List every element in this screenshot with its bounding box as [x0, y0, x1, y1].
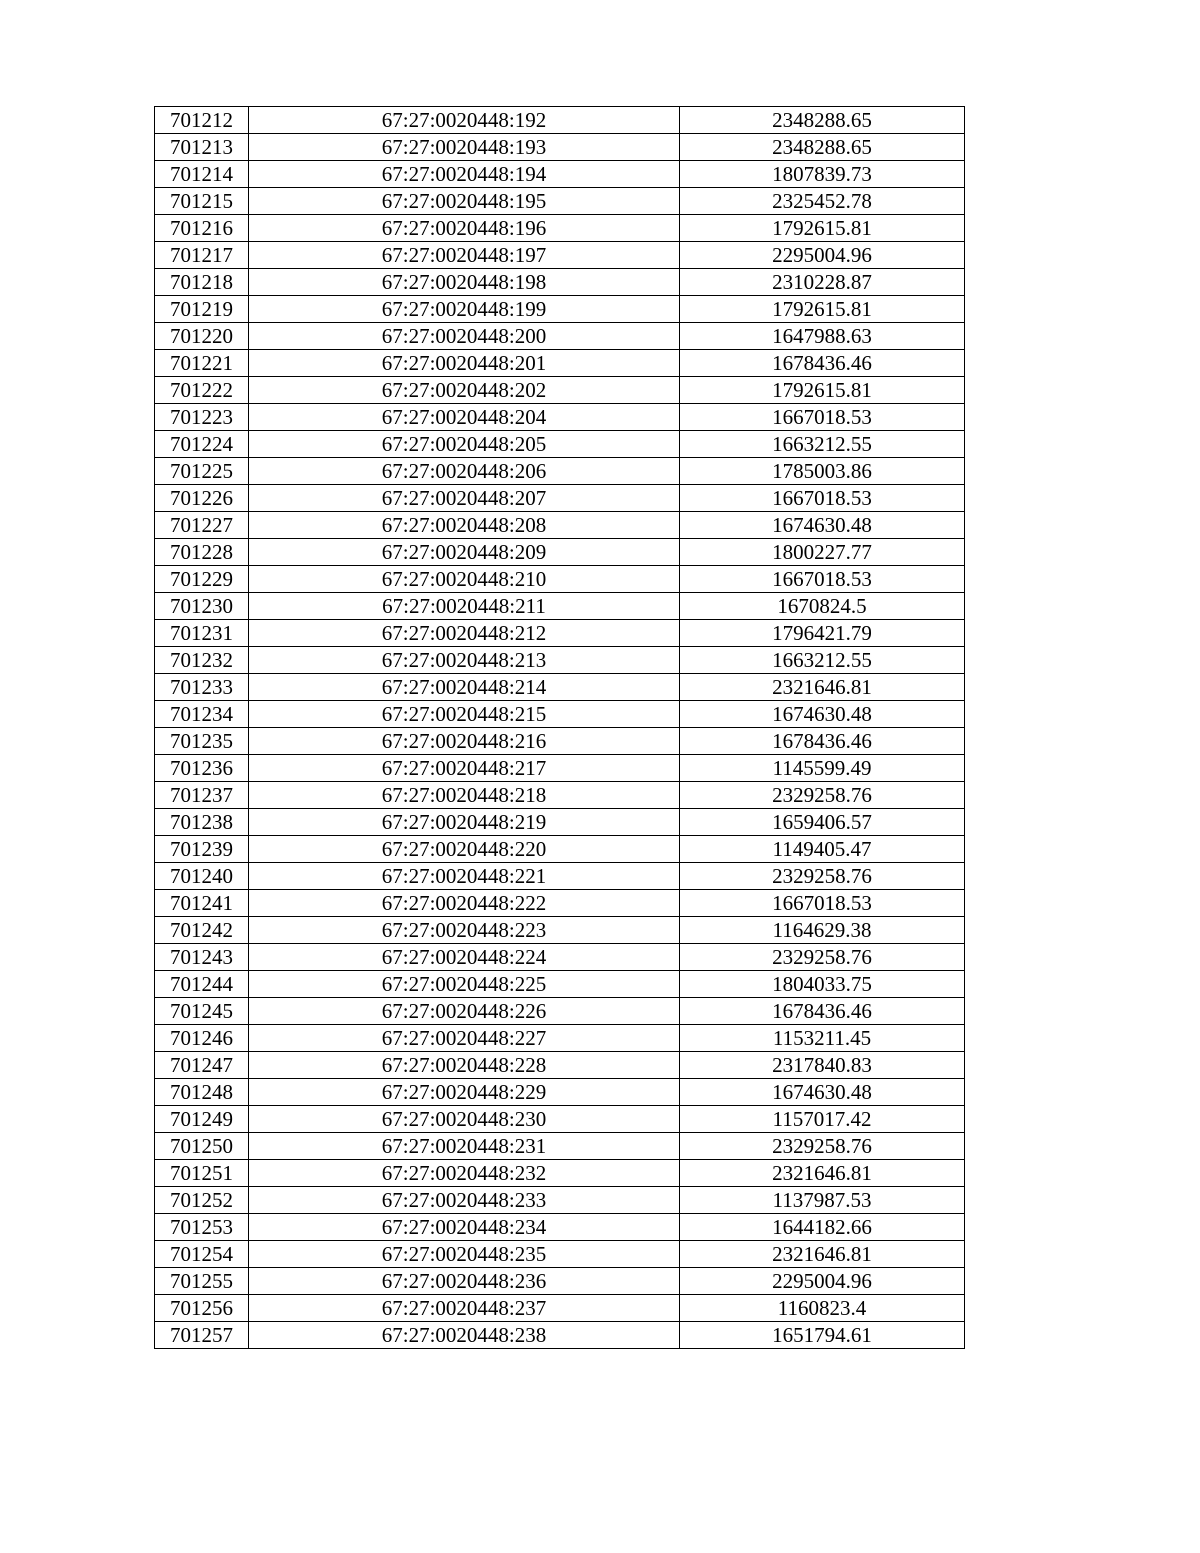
cadastral-number-cell: 67:27:0020448:226 [249, 998, 680, 1025]
table-row [155, 782, 965, 809]
cadastral-number-cell: 67:27:0020448:220 [249, 836, 680, 863]
table-row [155, 701, 965, 728]
value-cell: 1792615.81 [680, 215, 965, 242]
cadastral-number-cell: 67:27:0020448:211 [249, 593, 680, 620]
table-row [155, 998, 965, 1025]
table-row [155, 269, 965, 296]
cadastral-number-cell: 67:27:0020448:236 [249, 1268, 680, 1295]
row-id-cell: 701238 [155, 809, 249, 836]
table-row [155, 431, 965, 458]
cadastral-number-cell: 67:27:0020448:235 [249, 1241, 680, 1268]
cadastral-number-cell: 67:27:0020448:219 [249, 809, 680, 836]
row-id-cell: 701227 [155, 512, 249, 539]
table-row [155, 1160, 965, 1187]
cadastral-number-cell: 67:27:0020448:202 [249, 377, 680, 404]
value-cell: 2295004.96 [680, 242, 965, 269]
table-row [155, 485, 965, 512]
cadastral-number-cell: 67:27:0020448:209 [249, 539, 680, 566]
table-row [155, 836, 965, 863]
cadastral-number-cell: 67:27:0020448:200 [249, 323, 680, 350]
cadastral-number-cell: 67:27:0020448:214 [249, 674, 680, 701]
value-cell: 1792615.81 [680, 377, 965, 404]
cadastral-number-cell: 67:27:0020448:204 [249, 404, 680, 431]
value-cell: 2310228.87 [680, 269, 965, 296]
value-cell: 2317840.83 [680, 1052, 965, 1079]
row-id-cell: 701223 [155, 404, 249, 431]
value-cell: 1674630.48 [680, 1079, 965, 1106]
table-row [155, 809, 965, 836]
table-row [155, 1079, 965, 1106]
value-cell: 2329258.76 [680, 863, 965, 890]
cadastral-number-cell: 67:27:0020448:234 [249, 1214, 680, 1241]
value-cell: 2329258.76 [680, 1133, 965, 1160]
row-id-cell: 701222 [155, 377, 249, 404]
row-id-cell: 701228 [155, 539, 249, 566]
value-cell: 1792615.81 [680, 296, 965, 323]
value-cell: 1804033.75 [680, 971, 965, 998]
cadastral-number-cell: 67:27:0020448:231 [249, 1133, 680, 1160]
row-id-cell: 701253 [155, 1214, 249, 1241]
value-cell: 1663212.55 [680, 647, 965, 674]
row-id-cell: 701244 [155, 971, 249, 998]
cadastral-number-cell: 67:27:0020448:232 [249, 1160, 680, 1187]
cadastral-number-cell: 67:27:0020448:225 [249, 971, 680, 998]
row-id-cell: 701255 [155, 1268, 249, 1295]
value-cell: 1160823.4 [680, 1295, 965, 1322]
table-row [155, 512, 965, 539]
value-cell: 1651794.61 [680, 1322, 965, 1349]
cadastral-number-cell: 67:27:0020448:223 [249, 917, 680, 944]
value-cell: 2329258.76 [680, 782, 965, 809]
cadastral-number-cell: 67:27:0020448:206 [249, 458, 680, 485]
row-id-cell: 701221 [155, 350, 249, 377]
row-id-cell: 701236 [155, 755, 249, 782]
row-id-cell: 701243 [155, 944, 249, 971]
table-row [155, 728, 965, 755]
cadastral-number-cell: 67:27:0020448:199 [249, 296, 680, 323]
row-id-cell: 701230 [155, 593, 249, 620]
table-row [155, 134, 965, 161]
table-row [155, 566, 965, 593]
table-row [155, 539, 965, 566]
value-cell: 1667018.53 [680, 566, 965, 593]
value-cell: 1667018.53 [680, 485, 965, 512]
value-cell: 1807839.73 [680, 161, 965, 188]
row-id-cell: 701214 [155, 161, 249, 188]
row-id-cell: 701219 [155, 296, 249, 323]
table-row [155, 971, 965, 998]
cadastral-number-cell: 67:27:0020448:216 [249, 728, 680, 755]
table-row [155, 1025, 965, 1052]
row-id-cell: 701224 [155, 431, 249, 458]
value-cell: 1157017.42 [680, 1106, 965, 1133]
row-id-cell: 701235 [155, 728, 249, 755]
value-cell: 1670824.5 [680, 593, 965, 620]
cadastral-number-cell: 67:27:0020448:205 [249, 431, 680, 458]
row-id-cell: 701251 [155, 1160, 249, 1187]
value-cell: 1674630.48 [680, 701, 965, 728]
table-row [155, 1106, 965, 1133]
cadastral-number-cell: 67:27:0020448:215 [249, 701, 680, 728]
value-cell: 1663212.55 [680, 431, 965, 458]
table-row [155, 1322, 965, 1349]
cadastral-number-cell: 67:27:0020448:217 [249, 755, 680, 782]
cadastral-number-cell: 67:27:0020448:212 [249, 620, 680, 647]
cadastral-number-cell: 67:27:0020448:195 [249, 188, 680, 215]
value-cell: 1800227.77 [680, 539, 965, 566]
row-id-cell: 701240 [155, 863, 249, 890]
value-cell: 2348288.65 [680, 107, 965, 134]
table-body [155, 107, 965, 1349]
value-cell: 1678436.46 [680, 350, 965, 377]
table-row [155, 620, 965, 647]
value-cell: 1674630.48 [680, 512, 965, 539]
table-row [155, 296, 965, 323]
row-id-cell: 701233 [155, 674, 249, 701]
cadastral-number-cell: 67:27:0020448:224 [249, 944, 680, 971]
row-id-cell: 701239 [155, 836, 249, 863]
row-id-cell: 701225 [155, 458, 249, 485]
row-id-cell: 701256 [155, 1295, 249, 1322]
table-row [155, 161, 965, 188]
cadastral-number-cell: 67:27:0020448:194 [249, 161, 680, 188]
value-cell: 1785003.86 [680, 458, 965, 485]
table-row [155, 215, 965, 242]
value-cell: 2321646.81 [680, 1241, 965, 1268]
table-row [155, 1187, 965, 1214]
row-id-cell: 701250 [155, 1133, 249, 1160]
row-id-cell: 701245 [155, 998, 249, 1025]
cadastral-number-cell: 67:27:0020448:237 [249, 1295, 680, 1322]
table-row [155, 458, 965, 485]
row-id-cell: 701247 [155, 1052, 249, 1079]
cadastral-number-cell: 67:27:0020448:227 [249, 1025, 680, 1052]
row-id-cell: 701246 [155, 1025, 249, 1052]
table-row [155, 944, 965, 971]
value-cell: 1153211.45 [680, 1025, 965, 1052]
row-id-cell: 701254 [155, 1241, 249, 1268]
row-id-cell: 701249 [155, 1106, 249, 1133]
table-row [155, 1295, 965, 1322]
value-cell: 1667018.53 [680, 890, 965, 917]
table-row [155, 404, 965, 431]
table-row [155, 1214, 965, 1241]
table-row [155, 1241, 965, 1268]
table-row [155, 323, 965, 350]
cadastral-number-cell: 67:27:0020448:228 [249, 1052, 680, 1079]
value-cell: 1644182.66 [680, 1214, 965, 1241]
table-row [155, 377, 965, 404]
row-id-cell: 701218 [155, 269, 249, 296]
table-row [155, 1052, 965, 1079]
cadastral-number-cell: 67:27:0020448:197 [249, 242, 680, 269]
table-row [155, 593, 965, 620]
cadastral-number-cell: 67:27:0020448:208 [249, 512, 680, 539]
value-cell: 2321646.81 [680, 1160, 965, 1187]
value-cell: 2295004.96 [680, 1268, 965, 1295]
row-id-cell: 701217 [155, 242, 249, 269]
cadastral-number-cell: 67:27:0020448:196 [249, 215, 680, 242]
value-cell: 2321646.81 [680, 674, 965, 701]
row-id-cell: 701215 [155, 188, 249, 215]
cadastral-number-cell: 67:27:0020448:233 [249, 1187, 680, 1214]
value-cell: 1659406.57 [680, 809, 965, 836]
cadastral-number-cell: 67:27:0020448:210 [249, 566, 680, 593]
row-id-cell: 701242 [155, 917, 249, 944]
row-id-cell: 701234 [155, 701, 249, 728]
value-cell: 1149405.47 [680, 836, 965, 863]
table-row [155, 755, 965, 782]
row-id-cell: 701237 [155, 782, 249, 809]
table-row [155, 674, 965, 701]
value-cell: 1145599.49 [680, 755, 965, 782]
cadastral-number-cell: 67:27:0020448:198 [249, 269, 680, 296]
table-row [155, 188, 965, 215]
cadastral-number-cell: 67:27:0020448:201 [249, 350, 680, 377]
value-cell: 1137987.53 [680, 1187, 965, 1214]
row-id-cell: 701241 [155, 890, 249, 917]
row-id-cell: 701229 [155, 566, 249, 593]
cadastral-number-cell: 67:27:0020448:222 [249, 890, 680, 917]
table-row [155, 1268, 965, 1295]
row-id-cell: 701232 [155, 647, 249, 674]
value-cell: 1678436.46 [680, 998, 965, 1025]
row-id-cell: 701257 [155, 1322, 249, 1349]
data-table [154, 106, 965, 1349]
value-cell: 1667018.53 [680, 404, 965, 431]
table-row [155, 917, 965, 944]
cadastral-number-cell: 67:27:0020448:193 [249, 134, 680, 161]
row-id-cell: 701220 [155, 323, 249, 350]
value-cell: 1647988.63 [680, 323, 965, 350]
value-cell: 2329258.76 [680, 944, 965, 971]
cadastral-number-cell: 67:27:0020448:230 [249, 1106, 680, 1133]
cadastral-number-cell: 67:27:0020448:213 [249, 647, 680, 674]
value-cell: 1678436.46 [680, 728, 965, 755]
cadastral-number-cell: 67:27:0020448:229 [249, 1079, 680, 1106]
value-cell: 2348288.65 [680, 134, 965, 161]
table-row [155, 107, 965, 134]
table-row [155, 242, 965, 269]
value-cell: 1796421.79 [680, 620, 965, 647]
value-cell: 2325452.78 [680, 188, 965, 215]
row-id-cell: 701213 [155, 134, 249, 161]
cadastral-number-cell: 67:27:0020448:218 [249, 782, 680, 809]
cadastral-number-cell: 67:27:0020448:238 [249, 1322, 680, 1349]
cadastral-number-cell: 67:27:0020448:221 [249, 863, 680, 890]
row-id-cell: 701226 [155, 485, 249, 512]
table-row [155, 350, 965, 377]
table-row [155, 1133, 965, 1160]
value-cell: 1164629.38 [680, 917, 965, 944]
table-row [155, 890, 965, 917]
cadastral-number-cell: 67:27:0020448:192 [249, 107, 680, 134]
cadastral-number-cell: 67:27:0020448:207 [249, 485, 680, 512]
row-id-cell: 701252 [155, 1187, 249, 1214]
table-row [155, 647, 965, 674]
row-id-cell: 701216 [155, 215, 249, 242]
row-id-cell: 701231 [155, 620, 249, 647]
row-id-cell: 701212 [155, 107, 249, 134]
table-row [155, 863, 965, 890]
row-id-cell: 701248 [155, 1079, 249, 1106]
